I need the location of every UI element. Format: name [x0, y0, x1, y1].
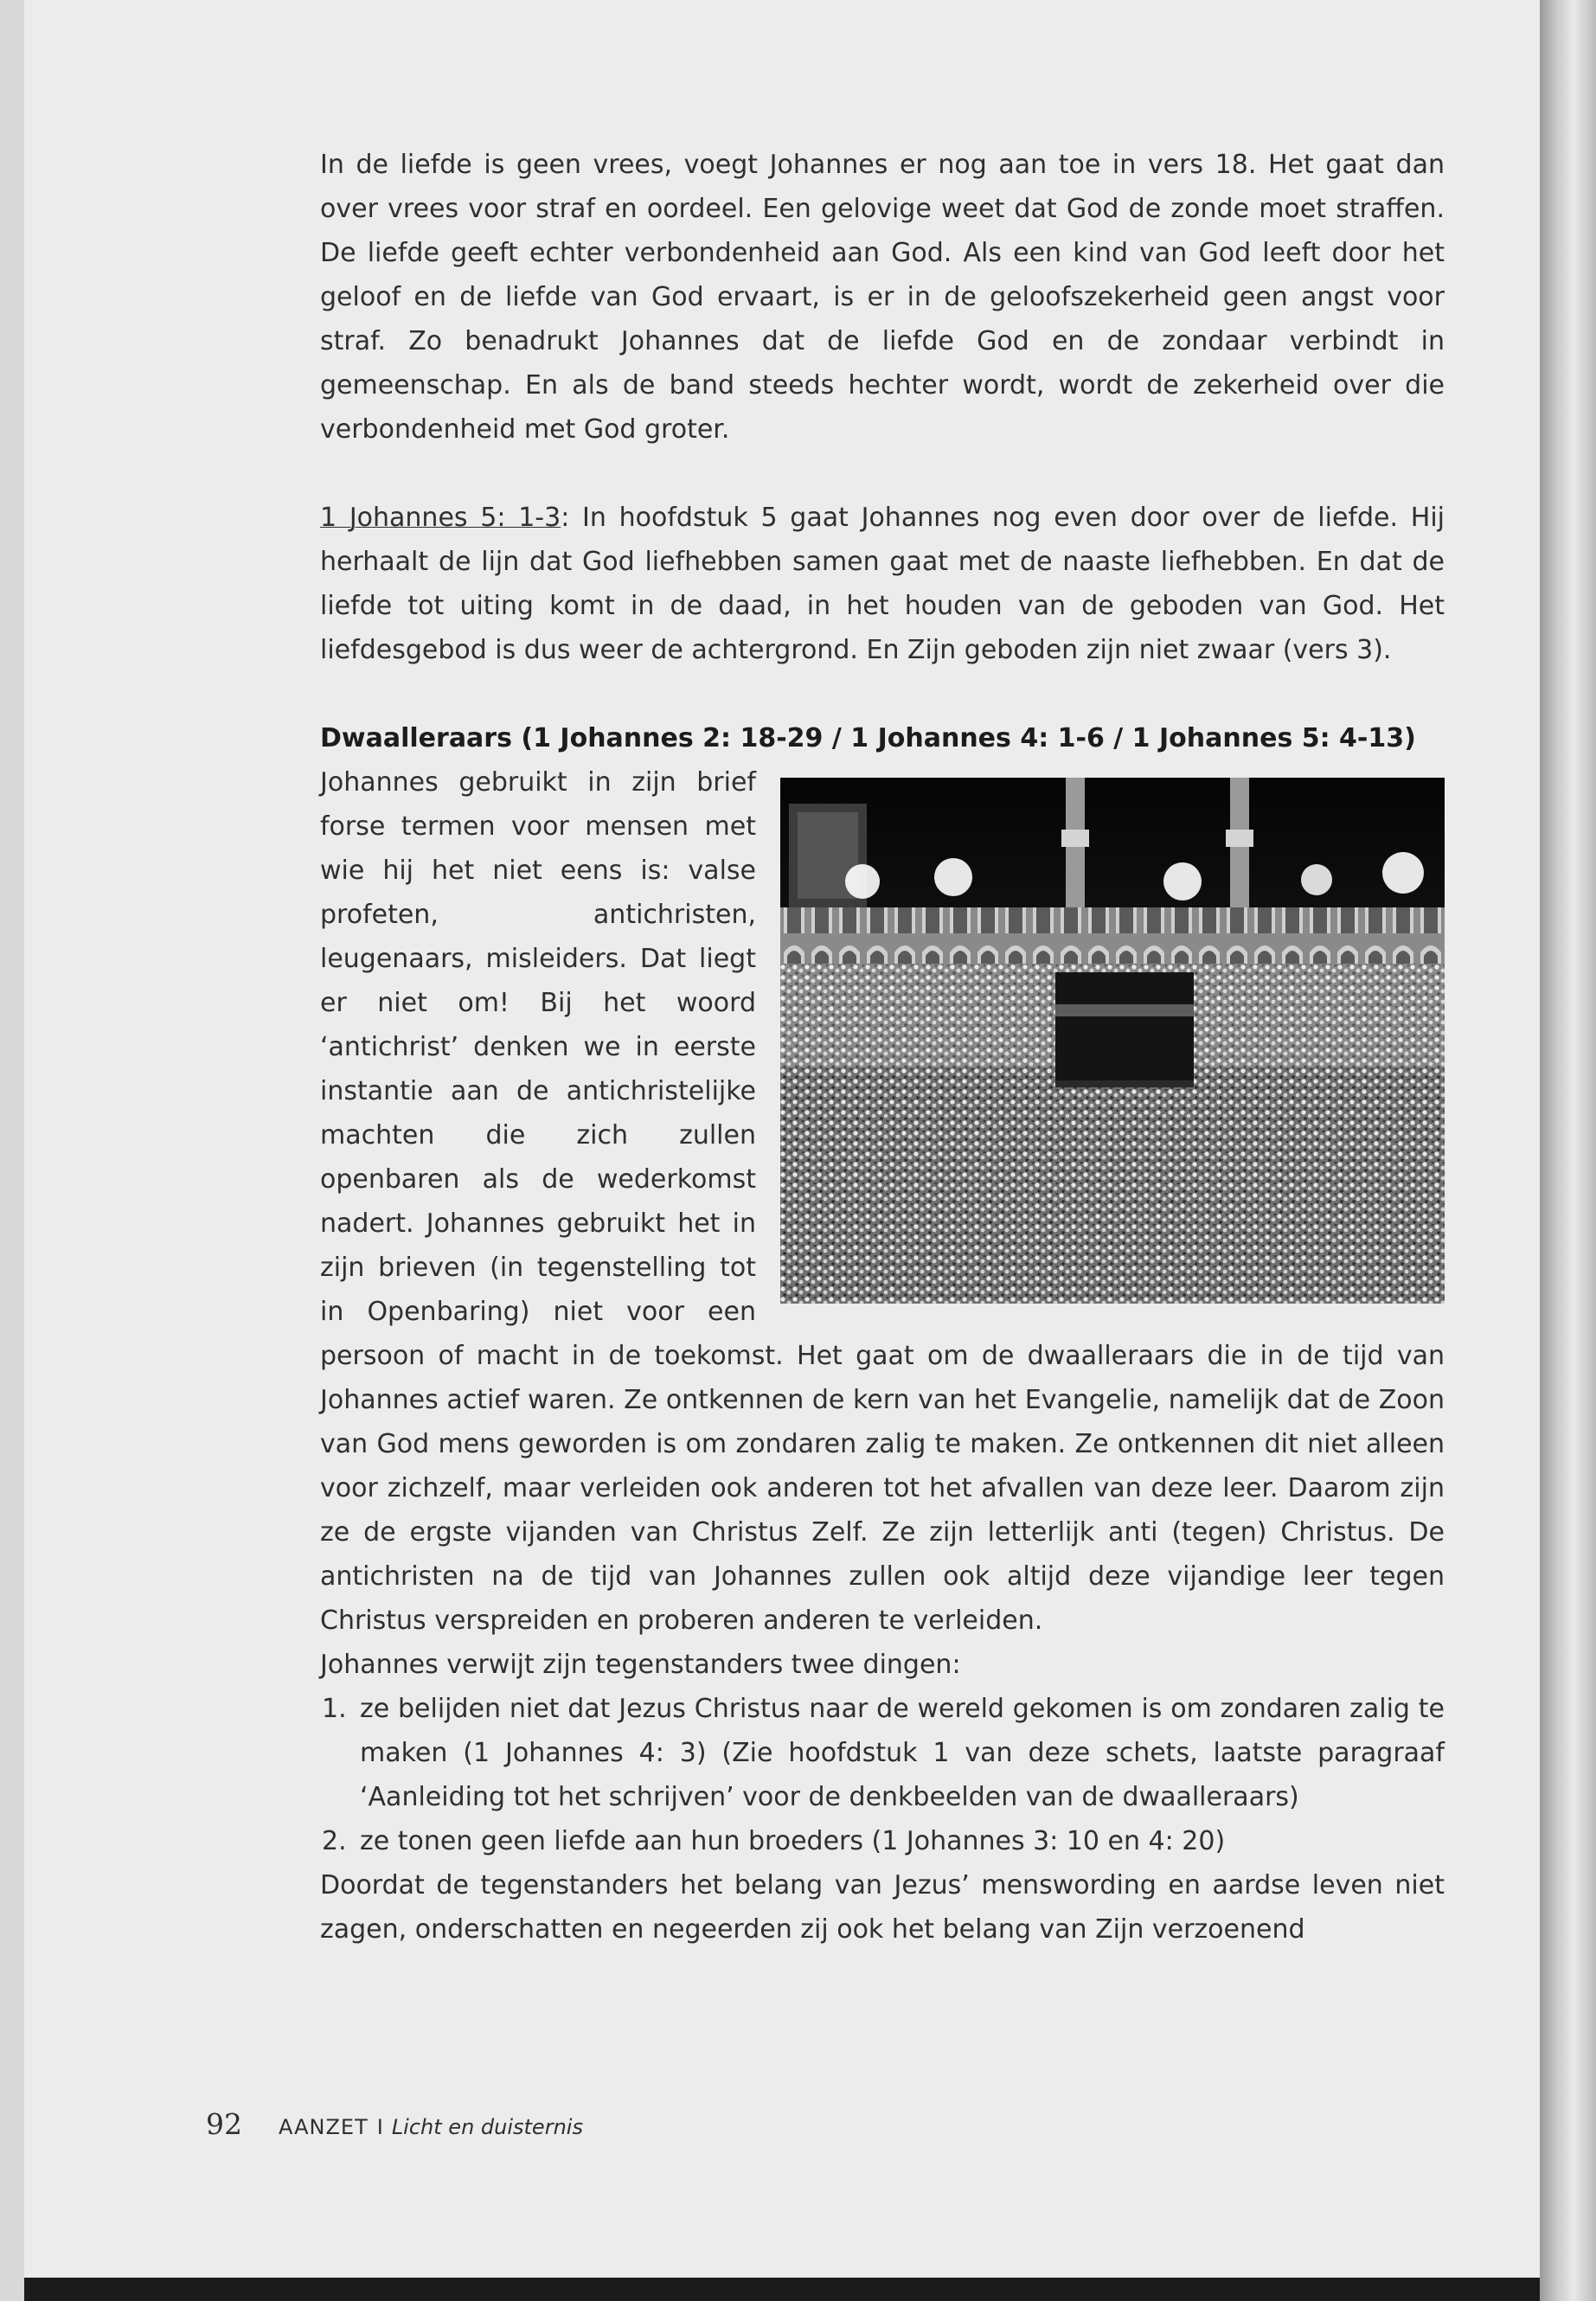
paragraph-dwaalleraars: Johannes gebruikt in zijn brief forse termen voor mensen met wie hij het niet eens is: valse profeten, antichristen, leugenaars, misleiders. Dat liegt er niet om! Bij het woord ‘antichrist’ denken we in eerste instantie aan de antichristelijke machten die zich zullen openbaren als de wederkomst nadert. Johannes gebruikt het in zijn brieven (in tegenstelling tot in Openbaring) niet voor een persoon of macht in de toekomst. Het gaat om de dwaalleraars die in de tijd van Johannes actief waren. Ze ontkennen de kern van het Evangelie, namelijk dat de Zoon van God mens geworden is om zondaren zalig te maken. Ze ontkennen dit niet alleen voor zichzelf, maar verleiden ook anderen tot het afvallen van deze leer. Daarom zijn ze de ergste vijanden van Christus Zelf. Ze zijn letterlijk anti (tegen) Christus. De antichristen na de tijd van Johannes zullen ook altijd deze vijandige leer tegen Christus verspreiden en proberen anderen te verleiden.	[320, 767, 1445, 1636]
page-number: 92	[206, 2107, 242, 2141]
paragraph-verwijt: Johannes verwijt zijn tegenstanders twee dingen:	[320, 1650, 961, 1680]
kaaba-photo	[780, 778, 1445, 1304]
page-footer	[206, 2107, 583, 2141]
main-text	[320, 143, 1445, 1952]
scripture-reference: 1 Johannes 5: 1-3	[320, 503, 561, 533]
series-title: AANZET	[279, 2115, 369, 2139]
chapter-subtitle: Licht en duisternis	[391, 2115, 583, 2139]
book-spine	[1540, 0, 1596, 2301]
footer-separator: I	[376, 2115, 383, 2139]
paragraph-menswording: Doordat de tegenstanders het belang van Jezus’ menswording en aardse leven niet zagen, onderschatten en negeerden zij ook het belang van Zijn verzoenend	[320, 1870, 1445, 1945]
list-item: 1. ze belijden niet dat Jezus Christus naar de wereld gekomen is om zondaren zalig te maken (1 Johannes 4: 3) (Zie hoofdstuk 1 van deze schets, laatste paragraaf ‘Aanleiding tot het schrijven’ voor de denkbeelden van de dwaalleraars)	[322, 1694, 1445, 1812]
reproach-list	[320, 1687, 1445, 1863]
paragraph-1johannes-5: 1 Johannes 5: 1-3: In hoofdstuk 5 gaat Johannes nog even door over de liefde. Hij herhaalt de lijn dat God liefhebben samen gaat met de naaste liefhebben. En dat de liefde tot uiting komt in de daad, in het houden van de geboden van God. Het liefdesgebod is dus weer de achtergrond. En Zijn geboden zijn niet zwaar (vers 3).	[320, 503, 1445, 665]
section-heading: Dwaalleraars (1 Johannes 2: 18-29 / 1 Johannes 4: 1-6 / 1 Johannes 5: 4-13)	[320, 723, 1416, 753]
list-item: 2. ze tonen geen liefde aan hun broeders (1 Johannes 3: 10 en 4: 20)	[322, 1826, 1226, 1856]
kaaba-photo-image	[780, 778, 1445, 1304]
page-bottom-edge	[24, 2278, 1540, 2301]
paragraph-vrees: In de liefde is geen vrees, voegt Johannes er nog aan toe in vers 18. Het gaat dan over vrees voor straf en oordeel. Een gelovige weet dat God de zonde moet straffen. De liefde geeft echter verbondenheid aan God. Als een kind van God leeft door het geloof en de liefde van God ervaart, is er in de geloofszekerheid geen angst voor straf. Zo benadrukt Johannes dat de liefde God en de zondaar verbindt in gemeenschap. En als de band steeds hechter wordt, wordt de zekerheid over die verbondenheid met God groter.	[320, 150, 1445, 445]
